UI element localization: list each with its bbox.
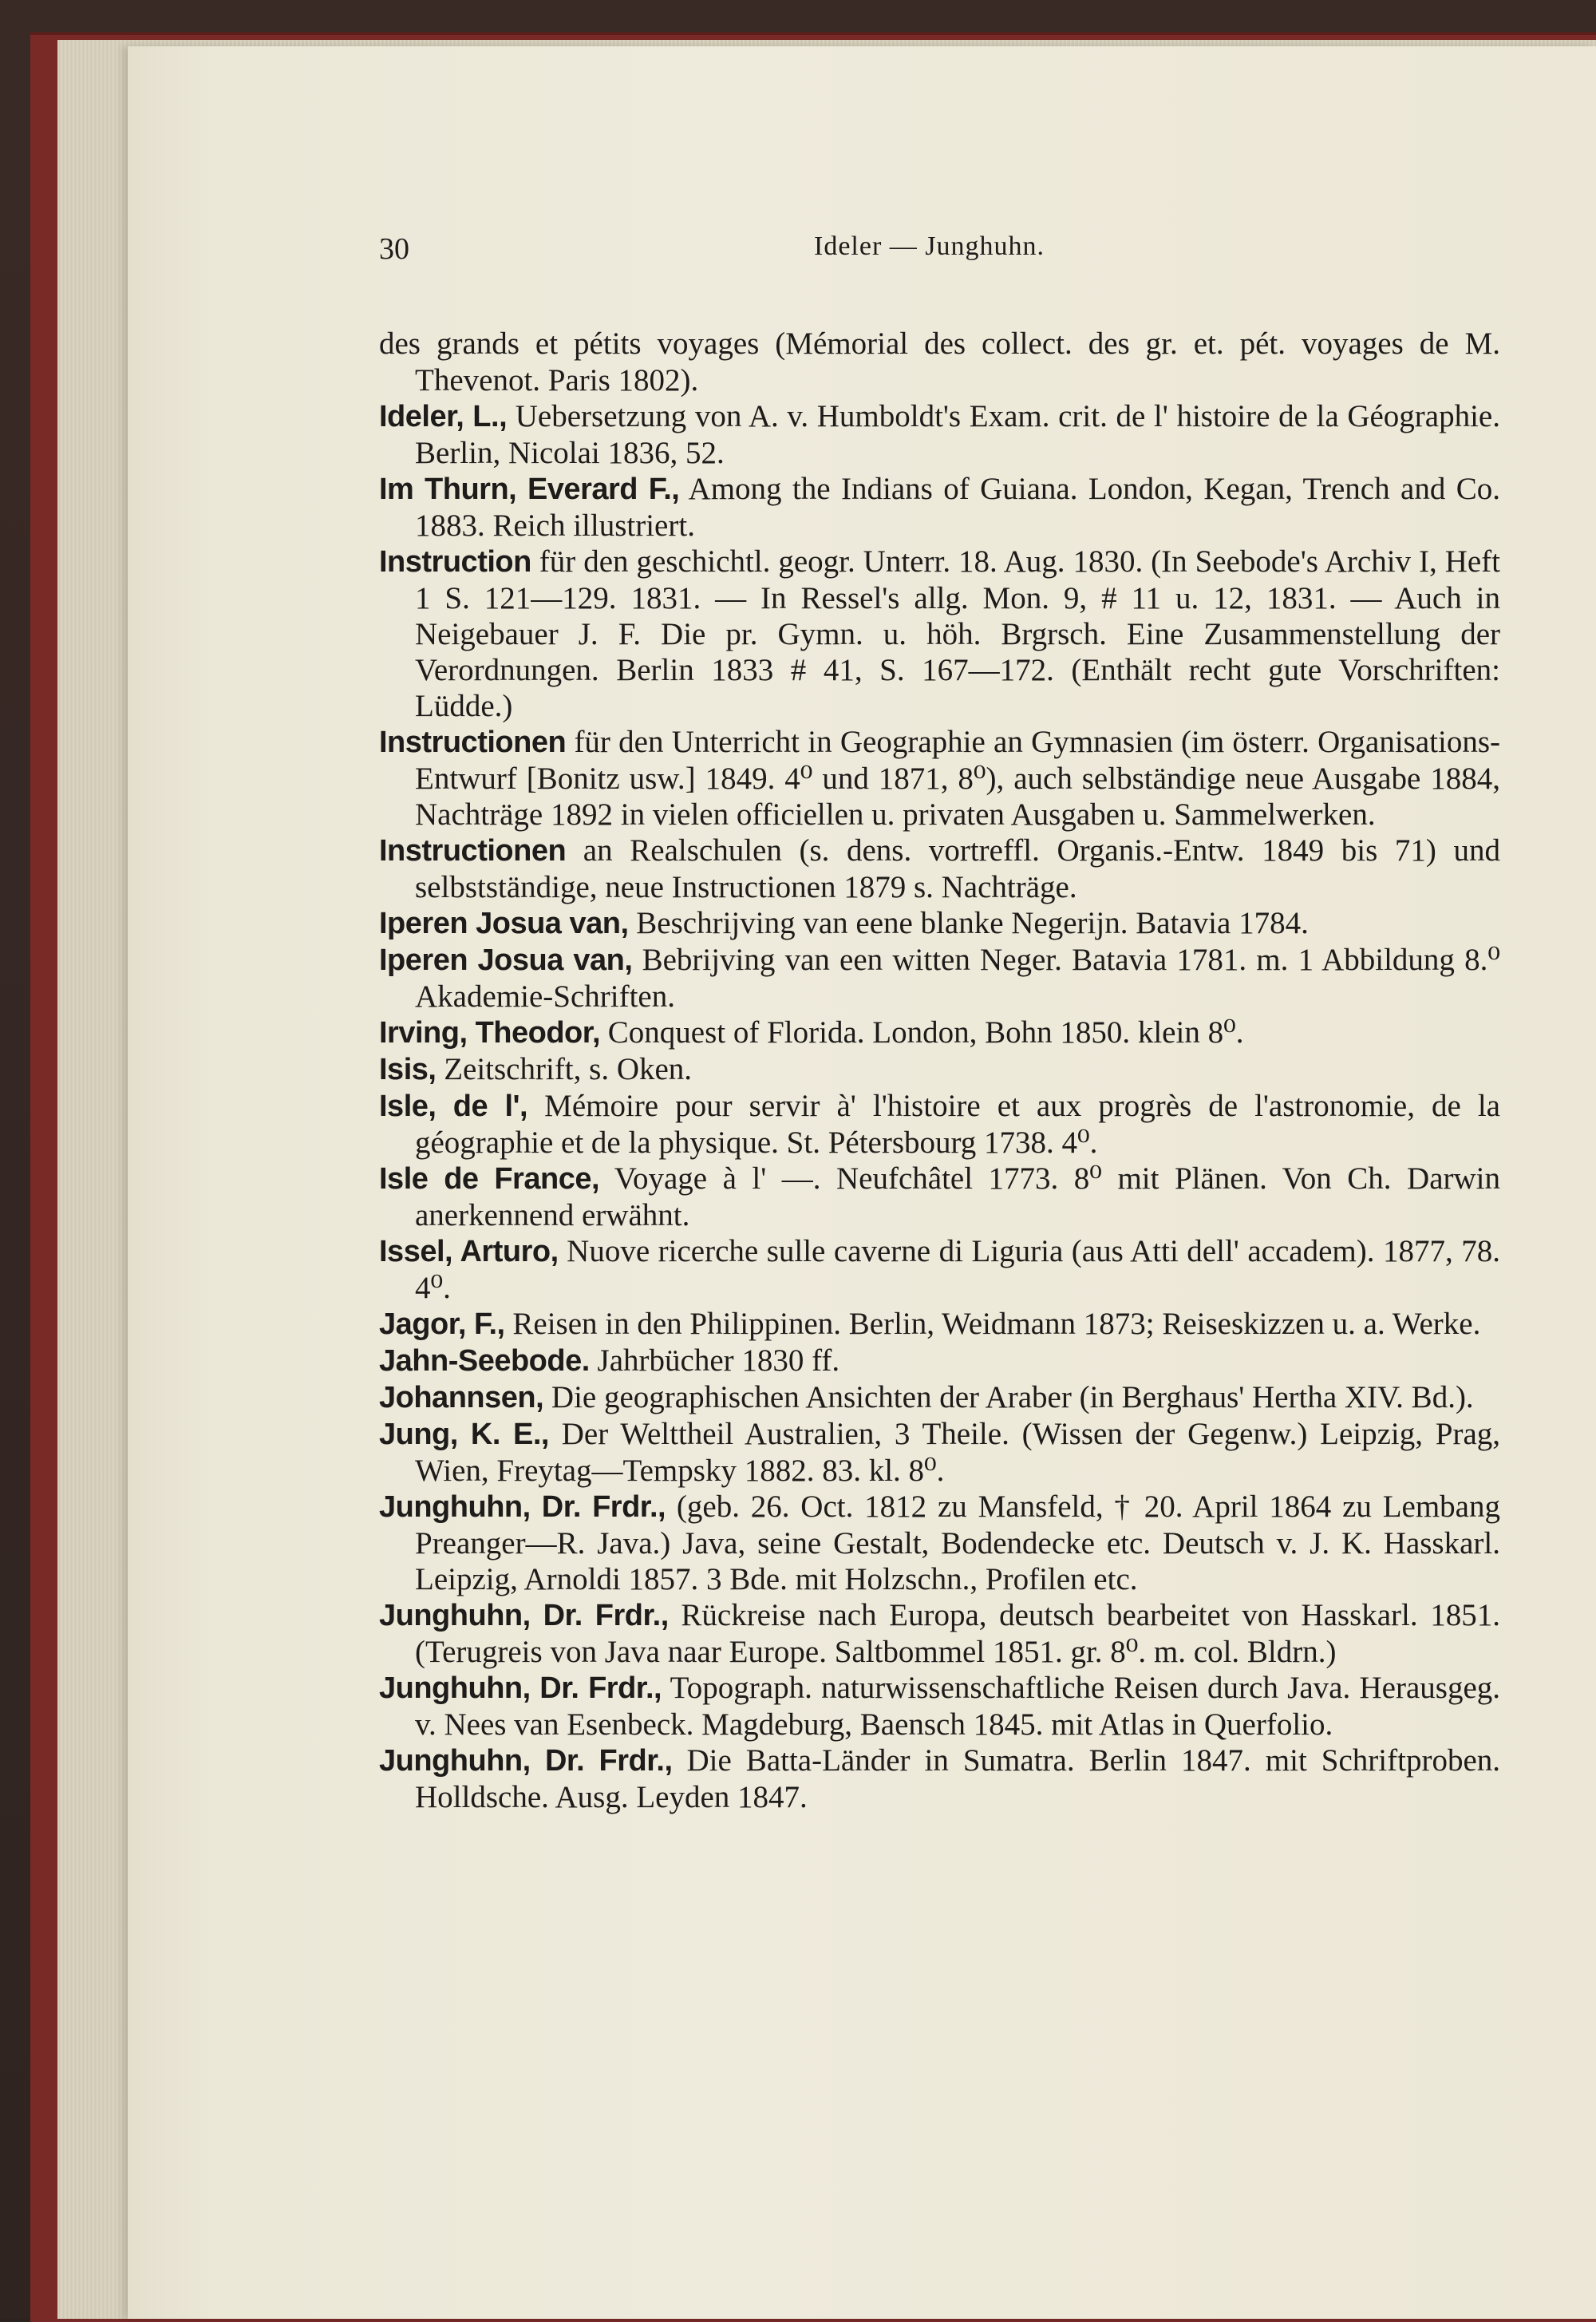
entry-jahn-seebode — [379, 1343, 1500, 1379]
entry-isis — [379, 1051, 1500, 1088]
entry-junghuhn-1 — [379, 1489, 1500, 1597]
entry-text: für den Unterricht in Geographie an Gymnasien (im österr. Organisations-Entwurf [Bonitz usw.] 1849. 4⁰ und 1871, 8⁰), auch selbständige neue Ausgabe 1884, Nachträge 1892 in vielen officiellen u. privaten Ausgaben u. Sammelwerken. — [415, 725, 1500, 832]
entry-text: Rückreise nach Europa, deutsch bearbeitet von Hasskarl. 1851. (Terugreis von Java naar Europe. Saltbommel 1851. gr. 8⁰. m. col. Bldrn.) — [415, 1598, 1500, 1669]
entry-junghuhn-3 — [379, 1670, 1500, 1742]
page-header — [379, 231, 1500, 287]
entry-text: für den geschichtl. geogr. Unterr. 18. Aug. 1830. (In Seebode's Archiv I, Heft 1 S. 121—129. 1831. — In Ressel's allg. Mon. 9, # 11 u. 12, 1831. — Auch in Neigebauer J. F. Die pr. Gymn. u. höh. Brgrsch. Eine Zusammenstellung der Verordnungen. Berlin 1833 # 41, S. 167—172. (Enthält recht gute Vorschriften: Lüdde.) — [415, 544, 1500, 723]
entry-junghuhn-4 — [379, 1742, 1500, 1815]
entry-text: Mémoire pour servir à' l'histoire et aux progrès de l'astronomie, de la géographie et de la physique. St. Pétersbourg 1738. 4⁰. — [415, 1089, 1500, 1160]
entry-instruction — [379, 544, 1500, 724]
entry-headword: Issel, Arturo, — [379, 1235, 559, 1268]
entry-headword: Jahn-Seebode. — [379, 1344, 590, 1378]
entry-text: an Realschulen (s. dens. vortreffl. Organis.-Entw. 1849 bis 71) und selbstständige, neue Instructionen 1879 s. Nachträge. — [415, 833, 1500, 904]
entry-jung — [379, 1416, 1500, 1489]
entry-headword: Jagor, F., — [379, 1307, 505, 1341]
entry-text: Die geographischen Ansichten der Araber (in Berghaus' Hertha XIV. Bd.). — [543, 1380, 1474, 1414]
entry-isle-de-l — [379, 1088, 1500, 1161]
entry-headword: Isis, — [379, 1053, 437, 1086]
entry-headword: Junghuhn, Dr. Frdr., — [379, 1744, 673, 1778]
entry-headword: Instruction — [379, 545, 531, 579]
entry-issel — [379, 1233, 1500, 1306]
entry-text: Jahrbücher 1830 ff. — [589, 1343, 840, 1378]
running-head: Ideler — Junghuhn. — [814, 231, 1045, 261]
entry-headword: Isle de France, — [379, 1162, 600, 1196]
entry-ideler — [379, 398, 1500, 471]
entry-text: Beschrijving van eene blanke Negerijn. Batavia 1784. — [628, 906, 1309, 940]
entry-headword: Im Thurn, Everard F., — [379, 473, 680, 506]
entry-headword: Junghuhn, Dr. Frdr., — [379, 1599, 669, 1632]
entry-headword: Junghuhn, Dr. Frdr., — [379, 1490, 666, 1524]
entry-junghuhn-2 — [379, 1597, 1500, 1670]
page-content — [379, 231, 1500, 1815]
entry-im-thurn — [379, 471, 1500, 544]
entry-text: Die Batta-Länder in Sumatra. Berlin 1847. mit Schriftproben. Holldsche. Ausg. Leyden 1847. — [415, 1743, 1501, 1814]
entry-text: (geb. 26. Oct. 1812 zu Mansfeld, † 20. April 1864 zu Lembang Preanger—R. Java.) Java, seine Gestalt, Bodendecke etc. Deutsch v. J. K. Hasskarl. Leipzig, Arnoldi 1857. 3 Bde. mit Holzschn., Profilen etc. — [415, 1489, 1500, 1596]
entry-headword: Instructionen — [379, 834, 567, 868]
entry-text: Voyage à l' —. Neufchâtel 1773. 8⁰ mit Plänen. Von Ch. Darwin anerkennend erwähnt. — [415, 1161, 1500, 1232]
page-number: 30 — [379, 232, 409, 266]
entry-iperen-1 — [379, 905, 1500, 942]
entry-text: Zeitschrift, s. Oken. — [436, 1052, 693, 1086]
entry-headword: Instructionen — [379, 726, 567, 759]
entry-irving — [379, 1015, 1500, 1051]
entry-headword: Ideler, L., — [379, 400, 508, 433]
entry-text: Uebersetzung von A. v. Humboldt's Exam. crit. de l' histoire de la Géographie. Berlin, Nicolai 1836, 52. — [415, 399, 1500, 470]
entry-instructionen-1 — [379, 724, 1500, 833]
entry-headword: Irving, Theodor, — [379, 1016, 601, 1050]
entry-text: Conquest of Florida. London, Bohn 1850. klein 8⁰. — [600, 1015, 1244, 1050]
entry-text: Der Welttheil Australien, 3 Theile. (Wissen der Gegenw.) Leipzig, Prag, Wien, Freytag—Tempsky 1882. 83. kl. 8⁰. — [415, 1417, 1500, 1488]
entry-isle-de-france — [379, 1161, 1500, 1233]
entry-text: Nuove ricerche sulle caverne di Liguria (aus Atti dell' accadem). 1877, 78. 4⁰. — [415, 1234, 1500, 1305]
entry-headword: Iperen Josua van, — [379, 943, 633, 977]
entry-headword: Junghuhn, Dr. Frdr., — [379, 1671, 662, 1705]
entry-text: Among the Indians of Guiana. London, Kegan, Trench and Co. 1883. Reich illustriert. — [415, 472, 1500, 543]
entry-instructionen-2 — [379, 833, 1500, 905]
entry-johannsen — [379, 1379, 1500, 1416]
entry-text: Topograph. naturwissenschaftliche Reisen durch Java. Herausgeg. v. Nees van Esenbeck. Magdeburg, Baensch 1845. mit Atlas in Querfolio. — [415, 1671, 1501, 1742]
entry-headword: Iperen Josua van, — [379, 907, 629, 940]
entry-headword: Isle, de l', — [379, 1090, 528, 1123]
entry-iperen-2 — [379, 942, 1500, 1015]
entry-headword: Jung, K. E., — [379, 1418, 549, 1451]
entry-text: Bebrijving van een witten Neger. Batavia 1781. m. 1 Abbildung 8.⁰ Akademie-Schriften. — [415, 943, 1501, 1014]
entry-headword: Johannsen, — [379, 1381, 544, 1414]
entry-text: des grands et pétits voyages (Mémorial des collect. des gr. et. pét. voyages de M. Thevenot. Paris 1802). — [379, 326, 1500, 398]
bibliography-entries — [379, 326, 1500, 1815]
entry-text: Reisen in den Philippinen. Berlin, Weidmann 1873; Reiseskizzen u. a. Werke. — [504, 1307, 1481, 1341]
entry-continuation — [379, 326, 1500, 398]
entry-jagor — [379, 1306, 1500, 1343]
